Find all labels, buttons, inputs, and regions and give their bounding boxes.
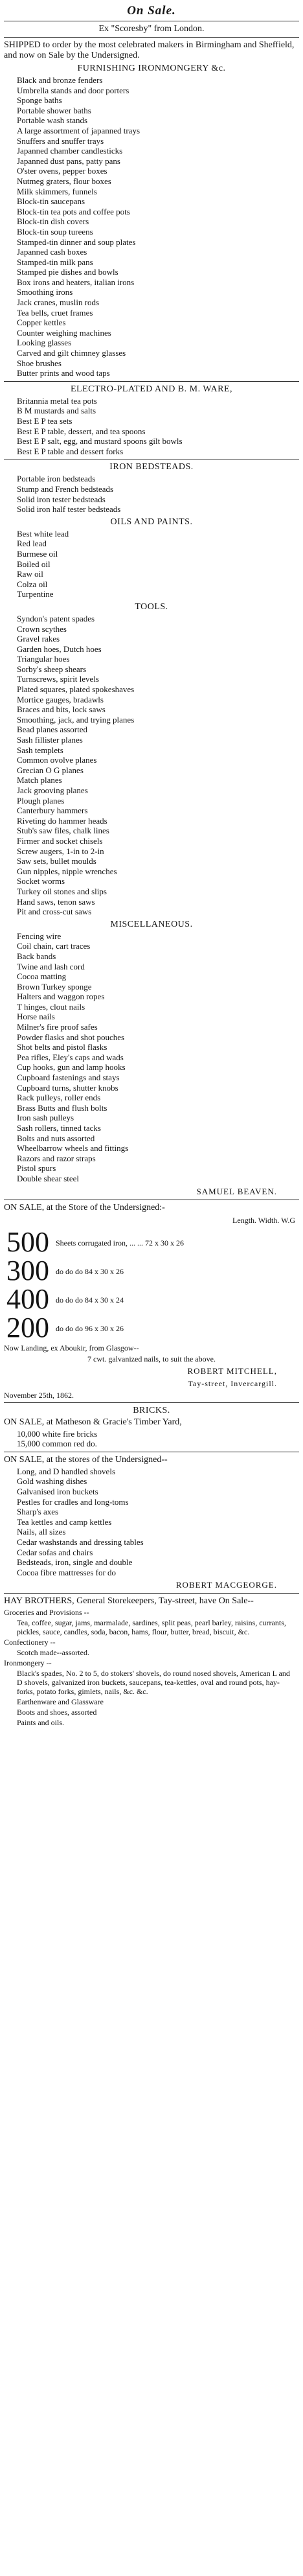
list-item: Cup hooks, gun and lamp hooks — [17, 1062, 126, 1073]
list-item: Halters and waggon ropes — [17, 992, 105, 1002]
list-item: Stump and French bedsteads — [17, 483, 114, 494]
list-item: Sash fillister planes — [17, 735, 83, 745]
quantity-figure: 200 — [6, 1311, 49, 1343]
landing-note: Now Landing, ex Aboukir, from Glasgow-- — [4, 1343, 139, 1352]
corrugated-iron-row — [0, 1311, 303, 1343]
list-item: Brown Turkey sponge — [17, 981, 92, 992]
list-item: Plough planes — [17, 795, 65, 806]
list-item: Pit and cross-cut saws — [17, 907, 92, 917]
list-item: Turkey oil stones and slips — [17, 886, 107, 896]
list-item: Best white lead — [17, 528, 69, 539]
list-item: Block-tin soup tureens — [17, 226, 93, 237]
oils-list — [0, 529, 303, 599]
groceries-text: Tea, coffee, sugar, jams, marmalade, sardines, split peas, pearl barley, raisins, currants, pickles, sauce, candles, soda, bacon, hams, flour, butter, bread, biscuit, &c. — [17, 1618, 286, 1637]
divider — [4, 381, 299, 382]
galvanized-nails-note: 7 cwt. galvanized nails, to suit the above. — [87, 1354, 216, 1363]
earthenware-text: Earthenware and Glassware — [17, 1697, 104, 1707]
list-item: Grecian O G planes — [17, 765, 84, 775]
list-item: Stamped-tin milk pans — [17, 257, 93, 267]
signature-beaven: SAMUEL BEAVEN. — [196, 1186, 277, 1196]
divider — [4, 37, 299, 38]
list-item: Umbrella stands and door porters — [17, 85, 129, 95]
list-item: Crown scythes — [17, 623, 67, 634]
list-item: Long, and D handled shovels — [17, 1466, 116, 1476]
list-item: Milk skimmers, funnels — [17, 186, 97, 196]
section-heading-bricks: BRICKS. — [133, 1405, 170, 1415]
list-item: T hinges, clout nails — [17, 1001, 85, 1012]
quantity-figure: 300 — [6, 1254, 49, 1286]
list-item: Mortice gauges, bradawls — [17, 694, 104, 704]
list-item: Fencing wire — [17, 931, 62, 941]
list-item: O'ster ovens, pepper boxes — [17, 166, 107, 176]
section-heading-iron-bedsteads: IRON BEDSTEADS. — [109, 462, 194, 472]
list-item: Jack cranes, muslin rods — [17, 297, 100, 308]
electro-list — [0, 396, 303, 457]
list-item: Pea rifles, Eley's caps and wads — [17, 1052, 124, 1062]
list-item: Tea bells, cruet frames — [17, 307, 93, 318]
list-item: Nutmeg graters, flour boxes — [17, 176, 111, 186]
corrugated-iron-rows — [0, 1225, 303, 1343]
list-item: Rack pulleys, roller ends — [17, 1093, 101, 1103]
list-item: Carved and gilt chimney glasses — [17, 348, 126, 358]
list-item: Cupboard fastenings and stays — [17, 1073, 120, 1083]
corrugated-iron-row — [0, 1254, 303, 1286]
list-item: Sorby's sheep shears — [17, 664, 87, 674]
list-item: Twine and lash cord — [17, 961, 85, 971]
list-item: Stamped pie dishes and bowls — [17, 267, 118, 277]
notice-date: November 25th, 1862. — [4, 1390, 74, 1400]
list-item: Cocoa fibre mattresses for do — [17, 1567, 117, 1577]
furnishing-list — [0, 75, 303, 378]
list-item: Powder flasks and shot pouches — [17, 1032, 125, 1042]
list-item: Shoe brushes — [17, 358, 62, 368]
list-item: Wheelbarrow wheels and fittings — [17, 1143, 129, 1154]
list-item: Pistol spurs — [17, 1163, 56, 1174]
list-item: Japanned dust pans, patty pans — [17, 156, 120, 166]
list-item: Match planes — [17, 775, 62, 785]
list-item: Looking glasses — [17, 338, 72, 348]
stores-list — [0, 1467, 303, 1578]
bricks-intro: ON SALE, at Matheson & Gracie's Timber Yard, — [4, 1417, 182, 1427]
list-item: A large assortment of japanned trays — [17, 125, 140, 135]
list-item: Solid iron tester bedsteads — [17, 494, 106, 504]
list-item: Tea kettles and camp kettles — [17, 1516, 112, 1527]
divider — [4, 1402, 299, 1403]
iron-bedsteads-list — [0, 474, 303, 514]
list-item: Copper kettles — [17, 318, 66, 328]
section-heading-oils: OILS AND PAINTS. — [110, 516, 193, 527]
signer-address: Tay-street, Invercargill. — [188, 1378, 277, 1388]
ironmongery-heading: Ironmongery -- — [4, 1658, 52, 1668]
list-item: Butter prints and wood taps — [17, 368, 110, 378]
list-item: Garden hoes, Dutch hoes — [17, 644, 102, 654]
list-item: Brass Butts and flush bolts — [17, 1102, 107, 1113]
list-item: Burmese oil — [17, 548, 58, 559]
paints-text: Paints and oils. — [17, 1718, 65, 1728]
list-item: Socket worms — [17, 876, 65, 887]
list-item: Sash templets — [17, 745, 63, 755]
list-item: Sponge baths — [17, 95, 62, 106]
list-item: Horse nails — [17, 1012, 55, 1022]
list-item: Japanned cash boxes — [17, 247, 87, 257]
list-item: Britannia metal tea pots — [17, 395, 97, 406]
list-item: Boiled oil — [17, 559, 50, 569]
list-item: Block-tin saucepans — [17, 196, 85, 207]
list-item: B M mustards and salts — [17, 406, 96, 416]
list-item: Cocoa matting — [17, 971, 67, 982]
list-item: Plated squares, plated spokeshaves — [17, 684, 135, 695]
list-item: Raw oil — [17, 569, 43, 579]
list-item: Back bands — [17, 951, 56, 961]
boots-text: Boots and shoes, assorted — [17, 1708, 97, 1717]
list-item: Smoothing irons — [17, 287, 73, 297]
ship-subtitle: Ex "Scoresby" from London. — [98, 24, 205, 34]
list-item: Portable shower baths — [17, 105, 91, 115]
list-item: Sash rollers, tinned tacks — [17, 1123, 101, 1133]
dimensions-header: Length. Width. W.G — [232, 1215, 295, 1225]
list-item: Bead planes assorted — [17, 725, 88, 735]
misc-list — [0, 931, 303, 1184]
list-item: Shot belts and pistol flasks — [17, 1042, 107, 1052]
list-item: Razors and razor straps — [17, 1153, 96, 1163]
list-item: Double shear steel — [17, 1173, 80, 1183]
tools-list — [0, 614, 303, 917]
stores-intro: ON SALE, at the stores of the Undersigned-- — [4, 1454, 168, 1465]
list-item: Braces and bits, lock saws — [17, 704, 106, 715]
list-item: Canterbury hammers — [17, 806, 88, 816]
groceries-heading: Groceries and Provisions -- — [4, 1608, 89, 1618]
list-item: Smoothing, jack, and trying planes — [17, 714, 135, 725]
bricks-list — [0, 1429, 303, 1449]
list-item: Gravel rakes — [17, 634, 60, 644]
list-item: Cedar sofas and chairs — [17, 1547, 93, 1557]
list-item: Block-tin tea pots and coffee pots — [17, 206, 130, 216]
row-description: do do do 84 x 30 x 26 — [56, 1266, 124, 1276]
store-intro: ON SALE, at the Store of the Undersigned:- — [4, 1202, 165, 1213]
list-item: Galvanised iron buckets — [17, 1486, 98, 1496]
list-item: Riveting do hammer heads — [17, 815, 107, 826]
hay-intro: HAY BROTHERS, General Storekeepers, Tay-street, have On Sale-- — [4, 1596, 254, 1607]
section-heading-misc: MISCELLANEOUS. — [110, 919, 193, 929]
list-item: Nails, all sizes — [17, 1527, 66, 1537]
quantity-figure: 500 — [6, 1225, 49, 1258]
corrugated-iron-row — [0, 1225, 303, 1258]
list-item: Milner's fire proof safes — [17, 1022, 98, 1032]
list-item: 10,000 white fire bricks — [17, 1428, 98, 1439]
signer-mitchell: ROBERT MITCHELL, — [187, 1365, 277, 1376]
signer-macgeorge: ROBERT MACGEORGE. — [175, 1580, 277, 1590]
list-item: Saw sets, bullet moulds — [17, 856, 96, 866]
list-item: Black and bronze fenders — [17, 75, 103, 85]
list-item: Counter weighing machines — [17, 327, 111, 338]
row-description: do do do 96 x 30 x 26 — [56, 1323, 124, 1333]
list-item: Gold washing dishes — [17, 1476, 87, 1487]
list-item: Bedsteads, iron, single and double — [17, 1557, 133, 1568]
list-item: Screw augers, 1-in to 2-in — [17, 846, 104, 856]
intro-paragraph: SHIPPED to order by the most celebrated makers in Birmingham and Sheffield, and now on Sale by the Undersigned. — [4, 40, 295, 60]
list-item: Block-tin dish covers — [17, 216, 89, 227]
list-item: Stub's saw files, chalk lines — [17, 826, 109, 836]
list-item: Cupboard turns, shutter knobs — [17, 1082, 118, 1093]
list-item: Best E P table and dessert forks — [17, 446, 124, 456]
list-item: Stamped-tin dinner and soup plates — [17, 237, 136, 247]
list-item: Iron sash pulleys — [17, 1113, 74, 1123]
divider — [4, 1593, 299, 1594]
row-description: Sheets corrugated iron, ... ... 72 x 30 x 26 — [56, 1238, 184, 1247]
row-description: do do do 84 x 30 x 24 — [56, 1295, 124, 1305]
list-item: 15,000 common red do. — [17, 1439, 97, 1449]
list-item: Bolts and nuts assorted — [17, 1133, 95, 1143]
ironmongery-text: Black's spades, No. 2 to 5, do stokers' shovels, do round nosed shovels, American L and D shovels, galvanized iron buckets, saucepans, tea-kettles, oval and round pots, hay-forks, potato forks, gimlets, nails, &c. &c. — [17, 1669, 290, 1697]
list-item: Syndon's patent spades — [17, 613, 95, 623]
list-item: Best E P table, dessert, and tea spoons — [17, 426, 146, 436]
list-item: Firmer and socket chisels — [17, 835, 103, 846]
list-item: Portable wash stands — [17, 115, 88, 126]
list-item: Coil chain, cart traces — [17, 941, 91, 951]
list-item: Solid iron half tester bedsteads — [17, 504, 121, 515]
corrugated-iron-row — [0, 1282, 303, 1315]
list-item: Cedar washstands and dressing tables — [17, 1537, 144, 1547]
list-item: Gun nipples, nipple wrenches — [17, 866, 117, 876]
list-item: Hand saws, tenon saws — [17, 896, 95, 907]
list-item: Turnscrews, spirit levels — [17, 674, 99, 684]
section-heading-electro: ELECTRO-PLATED AND B. M. WARE, — [70, 384, 233, 394]
confectionery-heading: Confectionery -- — [4, 1638, 56, 1647]
list-item: Colza oil — [17, 579, 48, 589]
list-item: Sharp's axes — [17, 1507, 59, 1517]
list-item: Turpentine — [17, 589, 54, 599]
list-item: Snuffers and snuffer trays — [17, 135, 104, 146]
list-item: Triangular hoes — [17, 654, 70, 664]
quantity-figure: 400 — [6, 1282, 49, 1315]
list-item: Common ovolve planes — [17, 755, 97, 765]
list-item: Jack grooving planes — [17, 785, 88, 795]
list-item: Best E P tea sets — [17, 416, 73, 426]
list-item: Portable iron bedsteads — [17, 474, 96, 484]
list-item: Red lead — [17, 539, 47, 549]
list-item: Pestles for cradles and long-toms — [17, 1496, 129, 1507]
confectionery-text: Scotch made--assorted. — [17, 1648, 89, 1658]
list-item: Best E P salt, egg, and mustard spoons gilt bowls — [17, 436, 183, 447]
section-heading-tools: TOOLS. — [135, 601, 168, 612]
page-title: On Sale. — [127, 4, 176, 17]
section-heading-furnishing: FURNISHING IRONMONGERY &c. — [77, 64, 226, 73]
list-item: Box irons and heaters, italian irons — [17, 277, 135, 287]
list-item: Japanned chamber candlesticks — [17, 146, 123, 156]
